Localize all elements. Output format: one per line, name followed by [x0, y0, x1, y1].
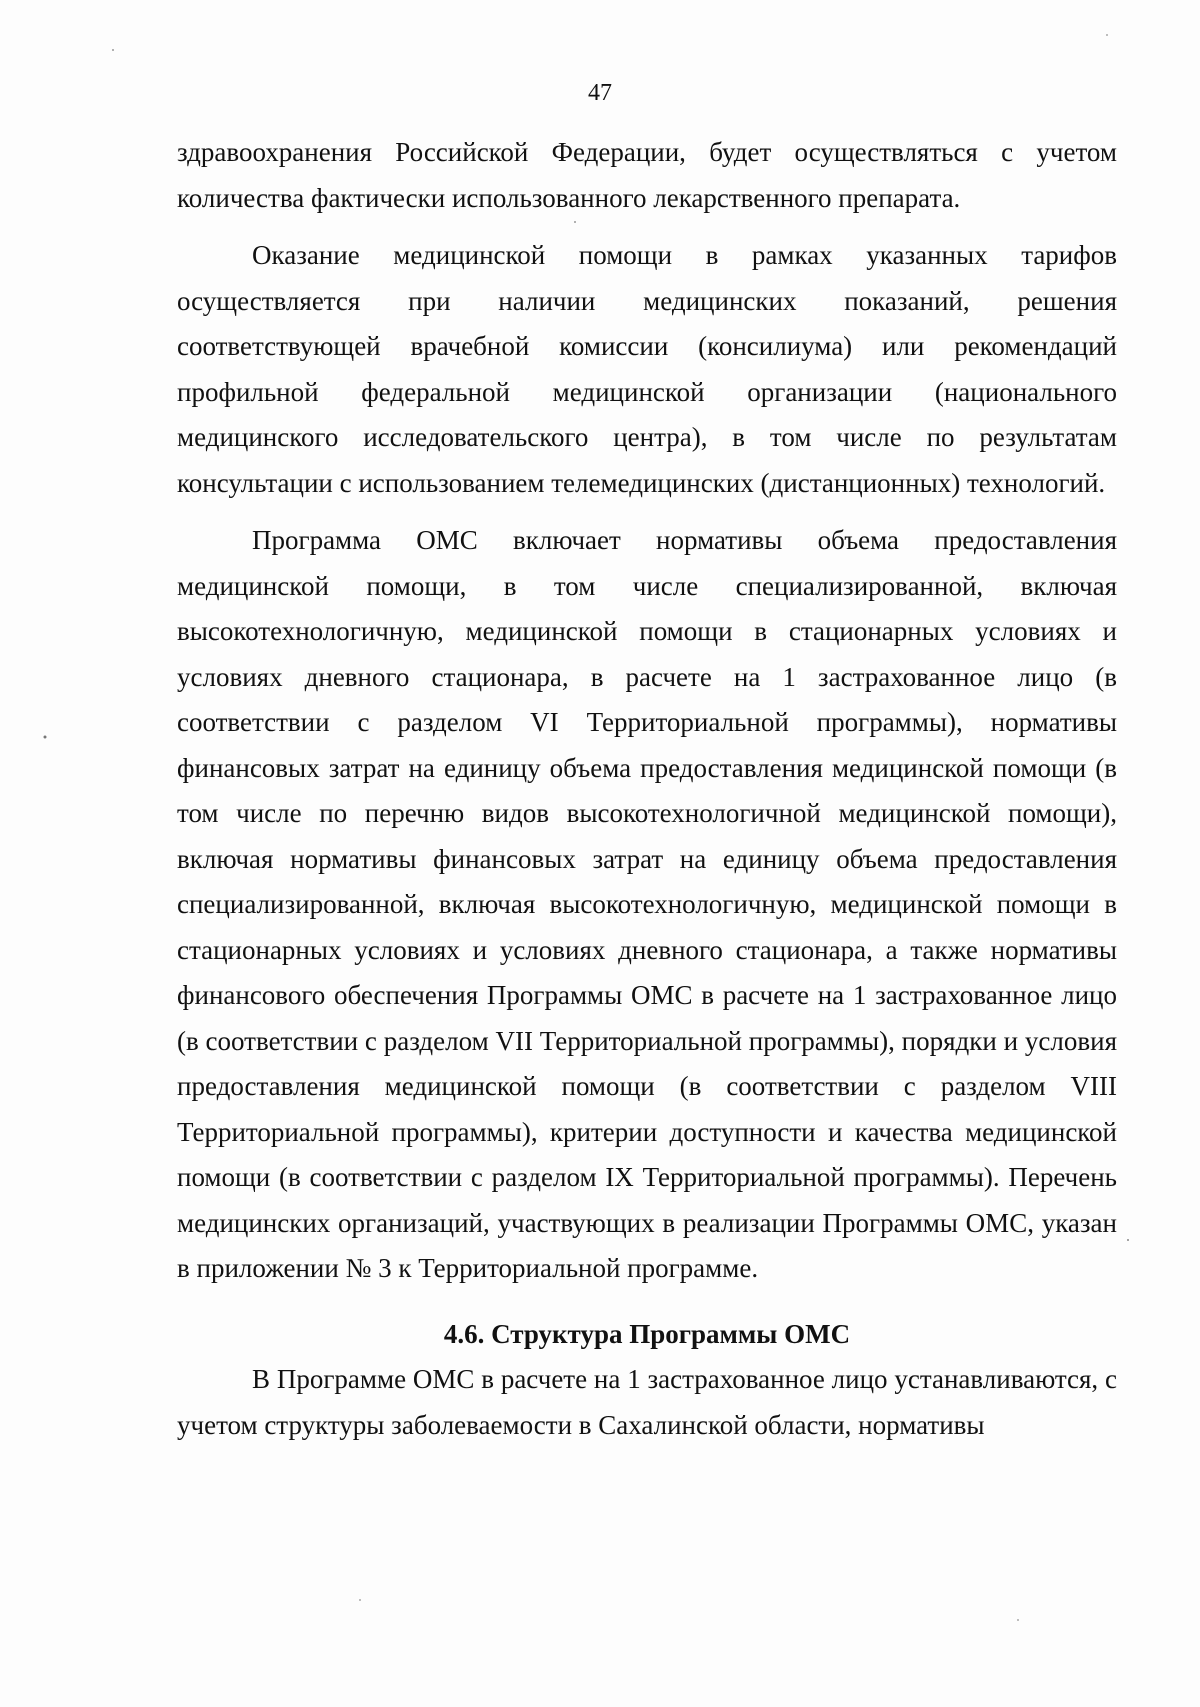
scan-speck — [112, 49, 114, 51]
paragraph-continuation: здравоохранения Российской Федерации, будет осуществляться с учетом количества фактически использованного лекарственного препарата. — [177, 137, 1117, 213]
paragraph-structure: В Программе ОМС в расчете на 1 застрахованное лицо устанавливаются, с учетом структуры заболеваемости в Сахалинской области, нормативы — [177, 1364, 1117, 1440]
scan-speck — [359, 1599, 361, 1601]
document-body — [177, 130, 1117, 1448]
scan-speck — [1017, 1619, 1019, 1621]
scan-speck — [44, 736, 47, 739]
section-heading: 4.6. Структура Программы ОМС — [443, 1318, 851, 1349]
page-number: 47 — [588, 80, 612, 106]
paragraph-program-standards: Программа ОМС включает нормативы объема предоставления медицинской помощи, в том числе специализированной, включая высокотехнологичную, медицинской помощи в стационарных условиях и условиях дневного стационара, в расчете на 1 застрахованное лицо (в соответствии с разделом VI Территориальной программы), нормативы финансовых затрат на единицу объема предоставления медицинской помощи (в том числе по перечню видов высокотехнологичной медицинской помощи), включая нормативы финансовых затрат на единицу объема предоставления специализированной, включая высокотехнологичную, медицинской помощи в стационарных условиях и условиях дневного стационара, а также нормативы финансового обеспечения Программы ОМС в расчете на 1 застрахованное лицо (в соответствии с разделом VII Территориальной программы), порядки и условия предоставления медицинской помощи (в соответствии с разделом VIII Территориальной программы), критерии доступности и качества медицинской помощи (в соответствии с разделом IX Территориальной программы). Перечень медицинских организаций, участвующих в реализации Программы ОМС, указан в приложении № 3 к Территориальной программе. — [177, 525, 1117, 1283]
scan-speck — [1127, 1239, 1129, 1241]
paragraph-tariffs: Оказание медицинской помощи в рамках указанных тарифов осуществляется при наличии медицинских показаний, решения соответствующей врачебной комиссии (консилиума) или рекомендаций профильной федеральной медицинской организации (национального медицинского исследовательского центра), в том числе по результатам консультации с использованием телемедицинских (дистанционных) технологий. — [177, 240, 1117, 498]
scan-speck — [1106, 34, 1108, 36]
